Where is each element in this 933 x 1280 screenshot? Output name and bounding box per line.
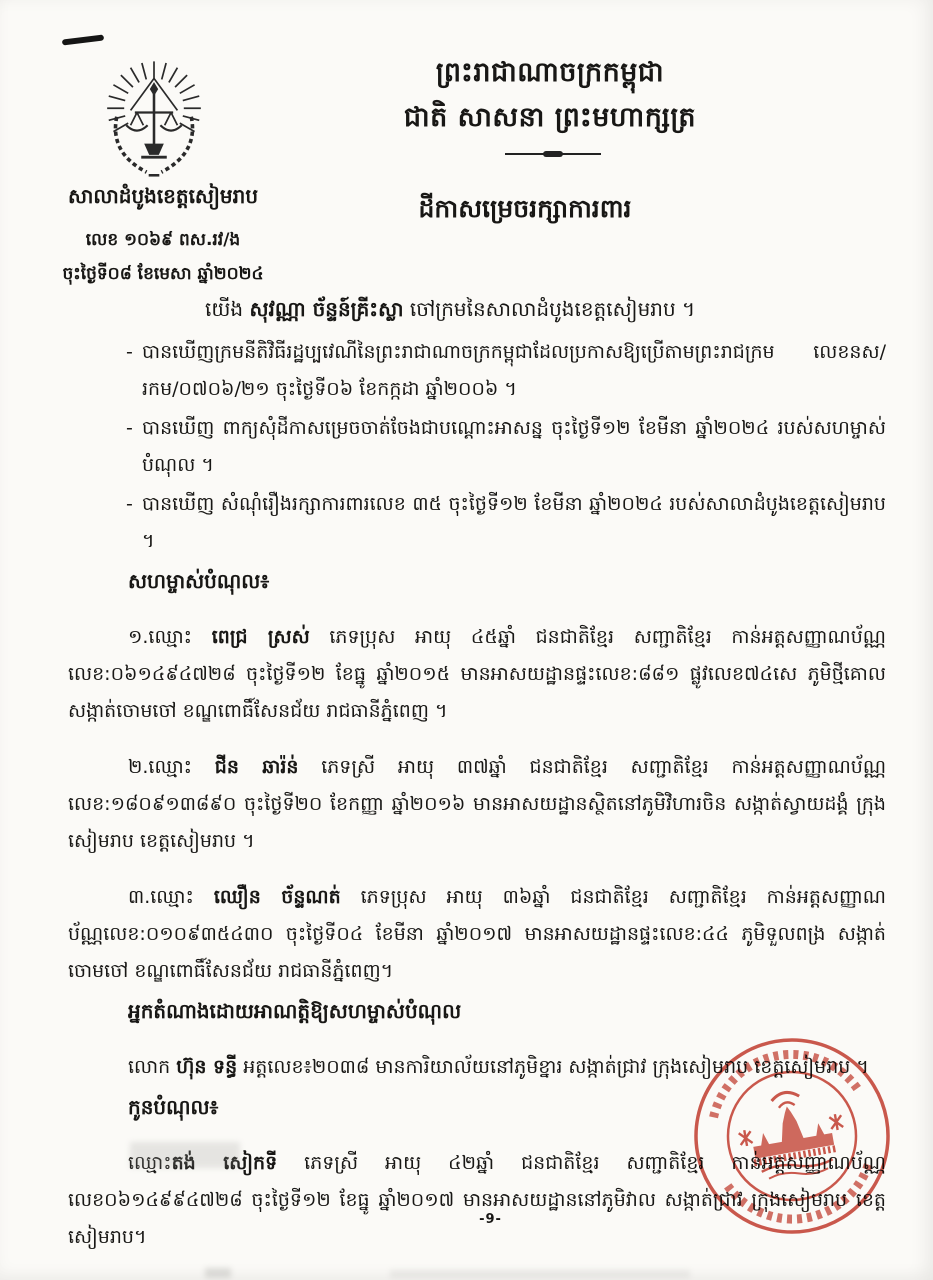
creditor-name: ឈឿន ច័ន្ទណត់	[213, 886, 341, 908]
creditor-details: ភេទស្រី អាយុ ៣៧ឆ្នាំ ជនជាតិខ្មែរ សញ្ជាតិខ្មែរ កាន់អត្តសញ្ញាណប័ណ្ណ លេខ:១៨០៩១៣៨៩០ ចុះថ្ងៃទី២០ ខែកញ្ញា ឆ្នាំ២០១៦ មានអាសយដ្ឋានស្ថិតនៅភូមិវិហារចិន សង្កាត់ស្វាយដង្គំ ក្រុងសៀមរាប ខេត្តសៀមរាប ។	[68, 756, 887, 852]
debtor-label: ឈ្មោះ	[128, 1152, 172, 1174]
document-date: ចុះថ្ងៃទី០៨ ខែមេសា ឆ្នាំ២០២៤	[62, 264, 264, 284]
document-number: លេខ ១០៦៩ ពស.រវ/ង	[85, 230, 241, 250]
creditor-entry-3	[68, 879, 886, 990]
judge-name: សុវណ្ណា ច័ន្ទន៍គ្រីះស្លា	[249, 297, 404, 321]
court-name: សាលាដំបូងខេត្តសៀមរាប	[67, 184, 259, 208]
creditor-index: ១.ឈ្មោះ	[128, 626, 212, 648]
intro-suffix: ចៅក្រមនៃសាលាដំបូងខេត្តសៀមរាប ។	[403, 297, 696, 321]
kingdom-motto	[250, 50, 850, 140]
page-number: -9-	[479, 1212, 502, 1227]
citation-item	[126, 334, 886, 408]
creditor-entry-1	[68, 619, 886, 730]
creditor-name: ជីន ឆារ៉ន់	[214, 756, 299, 778]
representative-name: ហ៊ុន ទន្ធី	[176, 1056, 238, 1078]
representative-title: លោក	[128, 1056, 177, 1078]
citation-text: បានឃើញ ពាក្យសុំដីកាសម្រេចចាត់ចែងជាបណ្ដោះអាសន្ន ចុះថ្ងៃទី១២ ខែមីនា ឆ្នាំ២០២៤ របស់សហម្ចាស់បំណុល ។	[142, 417, 886, 476]
citation-text: បានឃើញក្រមនីតិវិធីរដ្ឋប្បវេណីនៃព្រះរាជាណាចក្រកម្ពុជាដែលប្រកាសឱ្យប្រើតាមព្រះរាជក្រម លេខនស/រកម/០៧០៦/២១ ចុះថ្ងៃទី០៦ ខែកក្កដា ឆ្នាំ២០០៦ ។	[142, 341, 886, 400]
citation-text: បានឃើញ សំណុំរឿងរក្សាការពារលេខ ៣៥ ចុះថ្ងៃទី១២ ខែមីនា ឆ្នាំ២០២៤ របស់សាលាដំបូងខេត្តសៀមរាប ។	[142, 493, 886, 552]
debtor-details: ភេទស្រី អាយុ ៤២ឆ្នាំ ជនជាតិខ្មែរ សញ្ជាតិខ្មែរ កាន់អត្តសញ្ញាណប័ណ្ណ លេខ០៦១៤៩៩៤៧២៨ ចុះថ្ងៃទី១២ ខែធ្នូ ឆ្នាំ២០១៧ មានអាសយដ្ឋាននៅភូមិវាល សង្កាត់ជ្រាវ ក្រុងសៀមរាប ខេត្តសៀមរាប។	[68, 1152, 886, 1248]
creditor-details: ភេទប្រុស អាយុ ៣៦ឆ្នាំ ជនជាតិខ្មែរ សញ្ជាតិខ្មែរ កាន់អត្តសញ្ញាណប័ណ្ណលេខ:០១០៩៣៥៤៣០ ចុះថ្ងៃទី០៤ ខែមីនា ឆ្នាំ២០១៧ មានអាសយដ្ឋានផ្ទះលេខ:៤៤ ភូមិទួលពង្រ សង្កាត់ចោមចៅ ខណ្ឌពោធិ៍សែនជ័យ រាជធានីភ្នំពេញ។	[68, 886, 886, 982]
creditor-name: ពេជ្រ ស្រស់	[211, 626, 310, 648]
creditor-index: ៣.ឈ្មោះ	[128, 886, 214, 908]
creditor-details: ភេទប្រុស អាយុ ៤៥ឆ្នាំ ជនជាតិខ្មែរ សញ្ជាតិខ្មែរ កាន់អត្តសញ្ញាណប័ណ្ណ លេខ:០៦១៤៩៤៧២៨ ចុះថ្ងៃទី១២ ខែធ្នូ ឆ្នាំ២០១៥ មានអាសយដ្ឋានផ្ទះលេខ:៨៨១ ផ្លូវលេខ៧៤សេ ភូមិថ្មីគោល សង្កាត់ចោមចៅ ខណ្ឌពោធិ៍សែនជ័យ រាជធានីភ្នំពេញ ។	[68, 626, 886, 722]
scan-smudge	[130, 1142, 240, 1168]
dash-marker: -	[126, 493, 133, 515]
debtor-heading: កូនបំណុល៖	[128, 1095, 219, 1119]
scan-smudge	[390, 1270, 690, 1278]
scan-smudge	[205, 1268, 231, 1278]
creditor-index: ២.ឈ្មោះ	[128, 756, 215, 778]
representative-details: អត្តលេខ៖២០៣៨ មានការិយាល័យនៅភូមិខ្នារ សង្កាត់ជ្រាវ ក្រុងសៀមរាប ខេត្តសៀមរាប ។	[237, 1056, 869, 1078]
citation-item	[126, 410, 886, 484]
citation-item	[126, 486, 886, 560]
justice-scales-emblem-icon	[95, 55, 213, 187]
creditor-entry-2	[68, 749, 886, 860]
motto-line-1: ព្រះរាជាណាចក្រកម្ពុជា	[435, 57, 665, 88]
debtor-name: តង់ សៀកទី	[171, 1152, 278, 1174]
representative-heading: អ្នកតំណាងដោយអាណត្តិឱ្យសហម្ចាស់បំណុល	[128, 999, 462, 1023]
document-title: ដីកាសម្រេចរក្សាការពារ	[418, 194, 632, 223]
intro-prefix: យើង	[205, 297, 250, 321]
dash-marker: -	[126, 341, 133, 363]
header-divider	[505, 150, 601, 158]
citation-list	[68, 334, 886, 560]
scan-artifact-mark	[62, 34, 104, 45]
creditors-heading: សហម្ចាស់បំណុល៖	[128, 569, 270, 593]
motto-line-2: ជាតិ សាសនា ព្រះមហាក្សត្រ	[403, 102, 697, 133]
judge-intro-line	[205, 296, 905, 326]
dash-marker: -	[126, 417, 133, 439]
